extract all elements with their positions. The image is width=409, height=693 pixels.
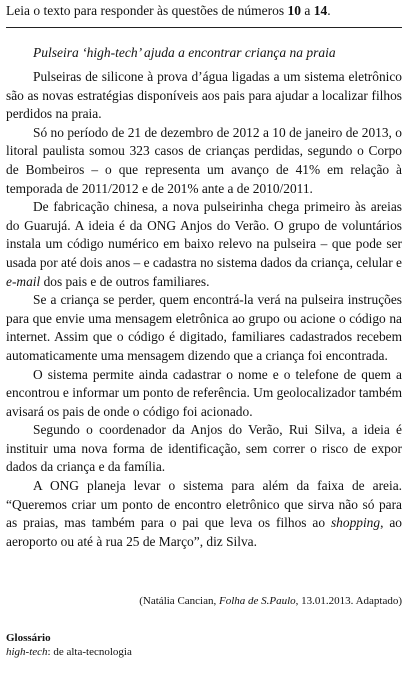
citation-date: , 13.01.2013. Adaptado) bbox=[295, 595, 402, 607]
paragraph-4: Se a criança se perder, quem encontrá-la verá na pulseira instruções para que envie uma mensagem eletrônica ao grupo ou acione o código na internet. Assim que o código é digitado, familiares cadastrados recebem automaticamente uma mensagem dizendo que a criança foi encontrada. bbox=[6, 292, 402, 363]
article-body bbox=[6, 68, 402, 551]
paragraph-5: O sistema permite ainda cadastrar o nome e o telefone de quem a encontrou e informar um ponto de referência. Um geolocalizador também avisará os pais de onde o código foi acionado. bbox=[6, 366, 402, 419]
instruction-period: . bbox=[327, 3, 331, 18]
glossary-term: high-tech bbox=[6, 646, 48, 658]
paragraph-2: Só no período de 21 de dezembro de 2012 a 10 de janeiro de 2013, o litoral paulista somou 323 casos de crianças perdidas, segundo o Corpo de Bombeiros – o que representa um avanço de 41% em relação à temporada de 2011/2012 e de 201% ante a de 2010/2011. bbox=[6, 124, 402, 196]
glossary-definition: : de alta-tecnologia bbox=[47, 646, 132, 658]
glossary-entry bbox=[6, 645, 132, 659]
instruction-conjunction: a bbox=[301, 3, 314, 18]
paragraph-3-part-1: De fabricação chinesa, a nova pulseirinha chega primeiro às areias do Guarujá. A ideia é da ONG Anjos do Verão. O grupo de voluntários instala um código numérico em baixo relevo na pulseira – que pode ser usada por até dois anos – e cadastra no sistema dados da criança, celular e bbox=[6, 199, 402, 270]
article-title: Pulseira ‘high-tech’ ajuda a encontrar criança na praia bbox=[33, 45, 336, 60]
divider-line bbox=[6, 27, 402, 28]
paragraph-7-part-1: A ONG planeja levar o sistema para além da faixa de areia. “Queremos criar um ponto de encontro eletrônico que sirva não só para as praias, mas também para o pai que leva os filhos ao bbox=[6, 478, 402, 531]
citation-author: (Natália Cancian, bbox=[139, 595, 219, 607]
paragraph-6: Segundo o coordenador da Anjos do Verão, Rui Silva, a ideia é instituir uma nova forma de identificação, sem correr o risco de expor dados da criança e da família. bbox=[6, 422, 402, 475]
instruction-line bbox=[6, 2, 331, 20]
paragraph-7 bbox=[6, 477, 402, 551]
question-start-number: 10 bbox=[287, 3, 302, 18]
instruction-text: Leia o texto para responder às questões de números bbox=[6, 3, 288, 18]
citation-source: Folha de S.Paulo bbox=[218, 595, 296, 607]
paragraph-7-part-2: , ao aeroporto ou até à rua 25 de Março”, diz Silva. bbox=[6, 515, 402, 549]
paragraph-3-part-2: dos pais e de outros familiares. bbox=[40, 273, 210, 289]
question-end-number: 14 bbox=[313, 3, 328, 18]
source-citation bbox=[139, 594, 402, 608]
glossary-heading: Glossário bbox=[6, 632, 51, 644]
paragraph-3 bbox=[6, 198, 402, 291]
paragraph-1: Pulseiras de silicone à prova d’água ligadas a um sistema eletrônico são as novas estratégias disponíveis aos pais para ajudar a localizar filhos perdidos na praia. bbox=[6, 69, 402, 122]
email-term: e-mail bbox=[6, 273, 41, 289]
shopping-term: shopping bbox=[330, 515, 381, 531]
